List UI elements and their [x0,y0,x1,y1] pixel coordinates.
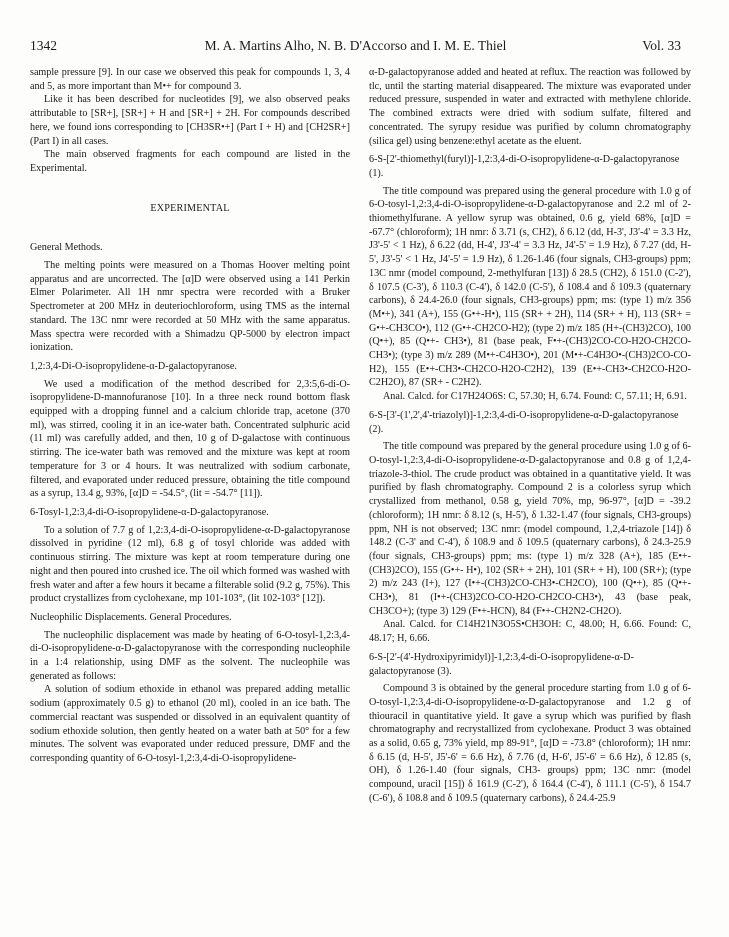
paragraph: Compound 3 is obtained by the general procedure starting from 1.0 g of 6-O-tosyl-1,2:3,4-di-O-isopropylidene-α-D-galactopyranose and 1.2 g of thiouracil in quantitative yield. It gave a syrup which was purified by flash chromatography and recrystallized from cyclohexane. Product 3 was obtained as a solid, 0.65 g, 73% yield, mp 89-91°, [α]D = -73.8° (chloroform); 1H nmr: δ 6.15 (d, H-5', J5'-6' = 6.6 Hz), δ 7.76 (d, H-6', J5'-6' = 6.6 Hz), δ 12.85 (s, OH), δ 1.26-1.40 (four signals, CH3- groups) ppm; 13C nmr: (model compound, uracil [15]) δ 161.9 (C-2'), δ 164.4 (C-4'), δ 111.1 (C-5'), δ 154.7 (C-6'), δ 108.8 and δ 109.5 (quaternary carbons), δ 24.4-25.9 [369,683,691,804]
analysis-line: Anal. Calcd. for C14H21N3O5S•CH3OH: C, 48.00; H, 6.66. Found: C, 48.17; H, 6.66. [369,619,691,645]
subheading-compound-2: 6-S-[3'-(1',2',4'-triazolyl)]-1,2:3,4-di-O-isopropylidene-α-D-galactopyranose (2). [369,409,679,435]
right-column [369,66,691,806]
paragraph: α-D-galactopyranose added and heated at reflux. The reaction was followed by tlc, until the starting material disappeared. The mixture was evaporated under reduced pressure, suspended in water and extracted with methylene chloride. The combined extracts were dried with sodium sulfate, filtered and concentrated. The syrupy residue was purified by column chromatography (silica gel) using benzene:ethyl acetate as the eluent. [369,67,691,147]
paragraph: Like it has been described for nucleotides [9], we also observed peaks attributable to [SR+], [SR+] + H and [SR+] + 2H. For compounds described here, we found ions corresponding to [CH3SR•+] (Part I + H) and [CH2SR+] (Part I) in all cases. [30,94,350,147]
paragraph: sample pressure [9]. In our case we observed this peak for compounds 1, 3, 4 and 5, as more important than M•+ for compound 3. [30,67,350,92]
paragraph: To a solution of 7.7 g of 1,2:3,4-di-O-isopropylidene-α-D-galactopyranose dissolved in pyridine (12 ml), 6.8 g of tosyl chloride was added with continuous stirring. The mixture was kept at room temperature during one night and then poured into crushed ice. The oil which formed was washed with fresh water and after a few hours it became a filterable solid (9.2 g, 75%). This product crystallizes from cyclohexane, mp 101-103°, (lit 102-103° [12]). [30,524,350,605]
section-heading-experimental: EXPERIMENTAL [150,202,230,214]
page-number: 1342 [30,38,57,53]
subheading-compound: 1,2:3,4-Di-O-isopropylidene-α-D-galactopyranose. [30,360,237,372]
paragraph: The title compound was prepared by the general procedure using 1.0 g of 6-O-tosyl-1,2:3,4-di-O-isopropylidene-α-D-galactopyranose and 0.8 g of 1,2,4-triazole-3-thiol. The crude product was obtained in a quantitative yield. It was purified by flash chromatography. Compound 2 is a colorless syrup which crystallized from methanol, 0.58 g, yield 70%, mp, 96-97°, [α]D = -39.2 (chloroform); 1H nmr: δ 8.12 (s, H-5'), δ 1.32-1.47 (four signals, CH3-groups) ppm, NH is not observed; 13C nmr: (model compound, 1,2,4-triazole [14]) δ 148.2 (C-3' and C-4'), δ 108.9 and δ 109.5 (quaternary carbons), δ 24.3-25.9 (four signals, CH3-groups) ppm; ms: (type 1) m/z 328 (A+), 185 (E•+-(CH3)2CO), 155 (G•+- H•), 102 (SR+ + 2H), 101 (SR+ + H), 100 (SR+); (type 2) m/z 243 (I+), 127 (I•+-(CH3)2CO-CH3•-CH2CO), 100 (Q•+), 85 (Q•+-CH3•), 81 (I•+-(CH3)2CO-CO-H2O-CH2CO-CH3•), 43 (base peak, CH3CO+); (type 3) 129 (F•+-HCN), 84 (F•+-CH2N2-CH2O). [369,441,691,617]
subheading-general-methods: General Methods. [30,242,103,254]
paragraph: The main observed fragments for each compound are listed in the Experimental. [30,149,350,174]
paragraph: The title compound was prepared using the general procedure with 1.0 g of 6-O-tosyl-1,2:3,4-di-O-isopropylidene-α-D-galactopyranose and 2.2 ml of 2-thiomethylfurane. A yellow syrup was obtained, 0.6 g, yield 68%, [α]D = -67.7° (chloroform); 1H nmr: δ 3.71 (s, CH2), δ 6.12 (dd, H-3', J3'-4' = 3.3 Hz, J3'-5' < 1 Hz), δ 6.22 (dd, H-4', J3'-4' = 3.3 Hz, J4'-5' = 1.9 Hz), δ 7.27 (dd, H-5', J3'-5' < 1 Hz, J4'-5' = 1.9 Hz), δ 1.26-1.46 (four signals, CH3-groups) ppm; 13C nmr (model compound, 2-methylfuran [13]) δ 28.5 (CH2), δ 151.0 (C-2'), δ 107.5 (C-3'), δ 110.3 (C-4'), δ 142.0 (C-5'), δ 108.4 and δ 109.3 (quaternary carbons), δ 24.4-26.0 (four signals, CH3-groups) ppm; ms: (type 1) m/z 356 (M•+), 341 (A+), 155 (G•+-H•), 115 (SR+ + 2H), 114 (SR+ + H), 113 (SR+ = G•+-CH3CO•), 112 (G•+-CH2CO-H2); (type 2) m/z 185 (H+-(CH3)2CO), 100 (Q•+), 85 (Q•+- CH3•), 81 (base peak, F•+-(CH3)2CO-CO-H2O-CH2CO- CH3•); (type 3) m/z 289 (M•+-C4H3O•), 201 (M•+-C4H3O•-(CH3)2CO-CO-H2), 155 (E•+-CH3•-CH2CO-H2O-C2H2), 139 (E•+-CH3•-CH2CO-H2O-C2H2O), 87 (SR+ - C2H2). [369,185,691,389]
paragraph: The melting points were measured on a Thomas Hoover melting point apparatus and are uncorrected. The [α]D were observed using a 141 Perkin Elmer Polarimeter. All 1H nmr spectra were recorded with a Bruker Spectrometer at 200 MHz in deuteriochloroform, using TMS as the internal standard. The 13C nmr were recorded at 50 MHz with the same apparatus. Mass spectra were recorded with a Shimadzu QP-5000 by electron impact ionization. [30,260,350,354]
volume-label: Vol. 33 [642,38,681,53]
subheading-compound-1: 6-S-[2'-thiomethyl(furyl)]-1,2:3,4-di-O-isopropylidene-α-D-galactopyranose (1). [369,154,680,179]
subheading-compound: 6-Tosyl-1,2:3,4-di-O-isopropylidene-α-D-galactopyranose. [30,506,269,518]
running-authors: M. A. Martins Alho, N. B. D'Accorso and I. M. E. Thiel [204,38,507,53]
page-header [30,38,681,60]
paragraph: A solution of sodium ethoxide in ethanol was prepared adding metallic sodium (approximately 0.5 g) to ethanol (20 ml), cooled in an ice bath. The commercial reactant was suspended or dissolved in an equivalent quantity of sodium ethoxide solution, then gently heated on a water bath at 50° for a few minutes. The solvent was evaporated under reduced pressure, DMF and the corresponding quantity of 6-O-tosyl-1,2:3,4-di-O-isopropylidene- [30,684,350,764]
analysis-line: Anal. Calcd. for C17H24O6S: C, 57.30; H, 6.74. Found: C, 57.11; H, 6.91. [383,391,687,403]
paragraph: We used a modification of the method described for 2,3:5,6-di-O-isopropylidene-D-mannofuranose [10]. In a three neck round bottom flask equipped with a dropping funnel and a calcium chloride trap, acetone (370 ml), was stirred, cooling it in an ice-water bath. Concentrated sulphuric acid (11 ml) was carefully added, and then, 10 g of D-galactose with continuous stirring. The ice-water bath was removed and the mixture was kept at room temperature for 3 or 4 hours. It was neutralized with sodium carbonate, filtered, and evaporated under reduced pressure, obtaining the title compound as a syrup, 13.4 g, 93%, [α]D = -54.5°, (lit = -54.7° [11]). [30,378,350,500]
left-column [30,66,350,766]
paragraph: The nucleophilic displacement was made by heating of 6-O-tosyl-1,2:3,4-di-O-isopropylidene-α-D-galactopyranose with the corresponding nucleophile in a 1:4 relationship, using DMF as the solvent. The nucleophile was generated as follows: [30,629,350,682]
subheading-compound-3: 6-S-[2'-(4'-Hydroxipyrimidyl)]-1,2:3,4-di-O-isopropylidene-α-D-galactopyranose (3). [369,651,634,677]
subheading-nucleophilic: Nucleophilic Displacements. General Procedures. [30,611,232,623]
